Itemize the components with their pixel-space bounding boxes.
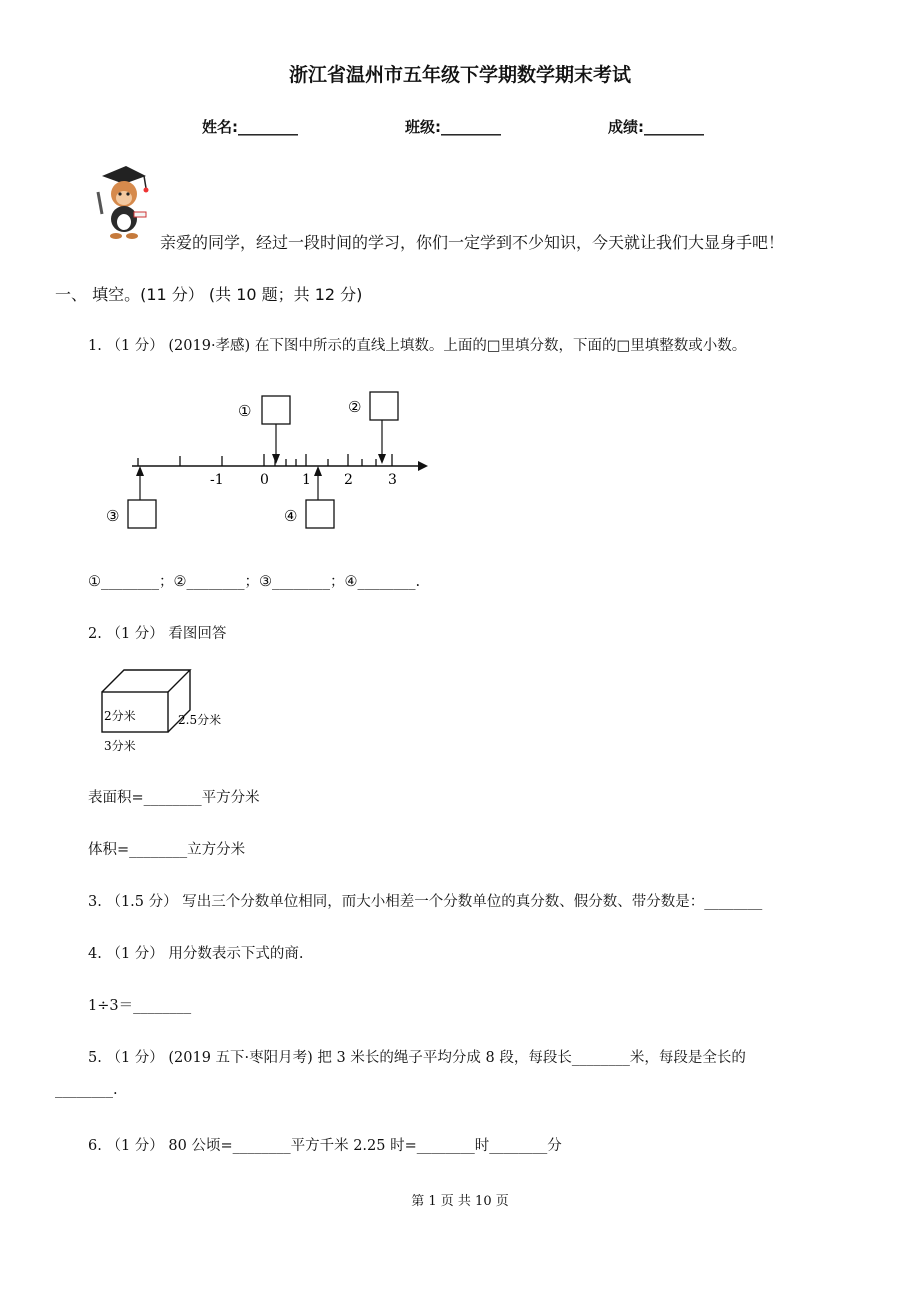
cuboid-depth-label: 2.5分米 — [178, 713, 222, 727]
tick-label-1: 1 — [302, 472, 311, 488]
cuboid-figure — [96, 662, 236, 758]
page-footer: 第 1 页 共 10 页 — [411, 1194, 509, 1209]
answer-box-2 — [370, 392, 398, 420]
question-4-expression[interactable]: 1÷3＝________ — [88, 998, 192, 1014]
box-label-4: ④ — [284, 507, 298, 525]
number-line-figure — [100, 388, 430, 536]
question-2: 2. （1 分） 看图回答 — [88, 626, 227, 642]
question-3[interactable]: 3. （1.5 分） 写出三个分数单位相同，而大小相差一个分数单位的真分数、假分数、带分数是：________ — [88, 894, 763, 910]
question-4: 4. （1 分） 用分数表示下式的商. — [88, 946, 304, 962]
class-field[interactable]: 班级:________ — [405, 118, 501, 136]
box-label-3: ③ — [106, 507, 120, 525]
greeting-text: 亲爱的同学，经过一段时间的学习，你们一定学到不少知识，今天就让我们大显身手吧！ — [160, 233, 785, 252]
answer-box-3 — [128, 500, 156, 528]
tick-label-2: 2 — [344, 472, 353, 488]
box-label-1: ① — [238, 402, 252, 420]
name-field[interactable]: 姓名:________ — [202, 118, 298, 136]
tick-label-0: 0 — [260, 472, 269, 488]
question-1-answers[interactable]: ①________；②________；③________；④________. — [88, 574, 421, 590]
question-5[interactable]: 5. （1 分） (2019 五下·枣阳月考) 把 3 米长的绳子平均分成 8 段，每段长________米，每段是全长的 — [88, 1050, 746, 1066]
tick-label-neg1: -1 — [210, 472, 224, 488]
page-title: 浙江省温州市五年级下学期数学期末考试 — [288, 64, 631, 86]
answer-box-4 — [306, 500, 334, 528]
cuboid-height-label: 2分米 — [104, 709, 136, 723]
question-6[interactable]: 6. （1 分） 80 公顷=________平方千米 2.25 时=________时________分 — [88, 1138, 562, 1154]
answer-box-1 — [262, 396, 290, 424]
cuboid-length-label: 3分米 — [104, 739, 136, 753]
question-2-surface[interactable]: 表面积=________平方分米 — [88, 790, 260, 806]
question-5-continued[interactable]: ________. — [55, 1082, 118, 1098]
question-1: 1. （1 分） (2019·孝感) 在下图中所示的直线上填数。上面的□里填分数，下面的□里填整数或小数。 — [88, 338, 747, 354]
box-label-2: ② — [348, 398, 362, 416]
score-field[interactable]: 成绩:________ — [608, 118, 704, 136]
tick-label-3: 3 — [388, 472, 397, 488]
question-2-volume[interactable]: 体积=________立方分米 — [88, 842, 246, 858]
monkey-mascot-icon — [88, 162, 152, 244]
section-heading: 一、 填空。(11 分） (共 10 题；共 12 分) — [55, 285, 363, 304]
